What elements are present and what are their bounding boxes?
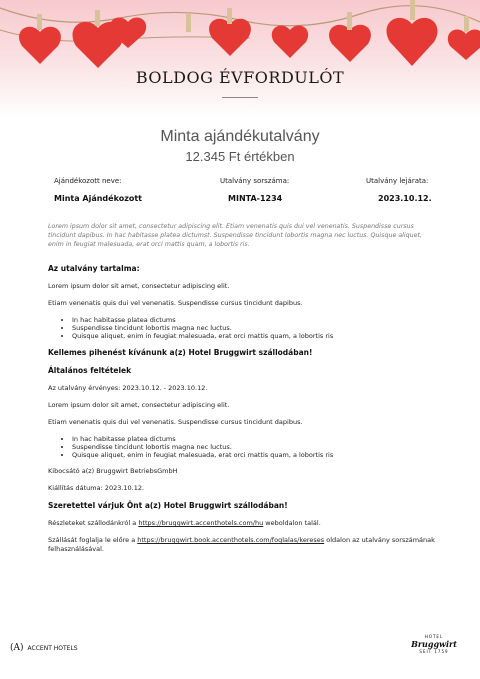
wish-heading: Kellemes pihenést kívánunk a(z) Hotel Bruggwirt szállodában!: [48, 348, 313, 357]
list-item: • In hac habitasse platea dictums: [72, 316, 448, 324]
booking-link[interactable]: https://bruggwirt.book.accenthotels.com/foglalas/kereses: [137, 536, 325, 544]
content-list: [48, 316, 448, 340]
validity-text: Az utalvány érvényes: 2023.10.12. - 2023.10.12.: [48, 384, 208, 392]
accent-logo-mark: (A): [10, 643, 24, 653]
terms-paragraph: Lorem ipsum dolor sit amet, consectetur adipiscing elit.: [48, 401, 230, 409]
intro-text: Lorem ipsum dolor sit amet, consectetur adipiscing elit. Etiam venenatis quis dui vel venenatis. Suspendisse cursus tincidunt dapibus. In hac habitasse platea dictumst. Suspendisse tincidunt lobortis magna nec luctus. Quisque aliquet, enim in feugiat malesuada, erat orci mattis quam, a lobortis ris.: [48, 223, 423, 248]
bruggwirt-logo: HOTEL Bruggwirt SEIT 1759: [411, 634, 457, 654]
content-heading: Az utalvány tartalma:: [48, 264, 140, 273]
greeting-title: BOLDOG ÉVFORDULÓT: [135, 68, 345, 87]
terms-list: [48, 435, 448, 459]
terms-paragraph: Etiam venenatis quis dui vel venenatis. Suspendisse cursus tincidunt dapibus.: [48, 418, 303, 426]
voucher-value: 12.345 Ft értékben: [185, 149, 295, 164]
hotel-website-link[interactable]: https://bruggwirt.accenthotels.com/hu: [138, 519, 264, 527]
hero-banner: [0, 0, 480, 118]
hearts-garland-image: [0, 0, 480, 118]
list-item: • Quisque aliquet, enim in feugiat malesuada, erat orci mattis quam, a lobortis ris: [72, 451, 448, 459]
expiry-label: Utalvány lejárata:: [366, 177, 429, 185]
list-item: • In hac habitasse platea dictums: [72, 435, 448, 443]
serial-number: MINTA-1234: [228, 194, 283, 203]
voucher-content: [48, 264, 448, 562]
terms-heading: Általános feltételek: [48, 366, 132, 375]
list-item: • Suspendisse tincidunt lobortis magna nec luctus.: [72, 443, 448, 451]
content-paragraph: Etiam venenatis quis dui vel venenatis. Suspendisse cursus tincidunt dapibus.: [48, 299, 303, 307]
list-item: • Quisque aliquet, enim in feugiat malesuada, erat orci mattis quam, a lobortis ris: [72, 332, 448, 340]
accent-hotels-logo: [10, 643, 78, 653]
issue-date-text: Kiállítás dátuma: 2023.10.12.: [48, 484, 145, 492]
recipient-name: Minta Ajándékozott: [54, 194, 142, 203]
accent-logo-text: ACCENT HOTELS: [27, 644, 78, 652]
booking-paragraph: Szállását foglalja le előre a https://bruggwirt.book.accenthotels.com/foglalas/kereses oldalon az utalvány sorszámának felhasználásával.: [48, 536, 435, 553]
issuer-text: Kibocsátó a(z) Bruggwirt BetriebsGmbH: [48, 467, 178, 475]
list-item: • Suspendisse tincidunt lobortis magna nec luctus.: [72, 324, 448, 332]
content-paragraph: Lorem ipsum dolor sit amet, consectetur adipiscing elit.: [48, 282, 230, 290]
recipient-label: Ajándékozott neve:: [54, 177, 122, 185]
details-paragraph: Részleteket szállodánkról a https://bruggwirt.accenthotels.com/hu weboldalon talál.: [48, 519, 321, 527]
expiry-date: 2023.10.12.: [378, 194, 432, 203]
welcome-heading: Szeretettel várjuk Önt a(z) Hotel Bruggwirt szállodában!: [48, 501, 288, 510]
serial-label: Utalvány sorszáma:: [220, 177, 290, 185]
title-divider: [222, 97, 258, 98]
voucher-title: Minta ajándékutalvány: [160, 128, 320, 145]
